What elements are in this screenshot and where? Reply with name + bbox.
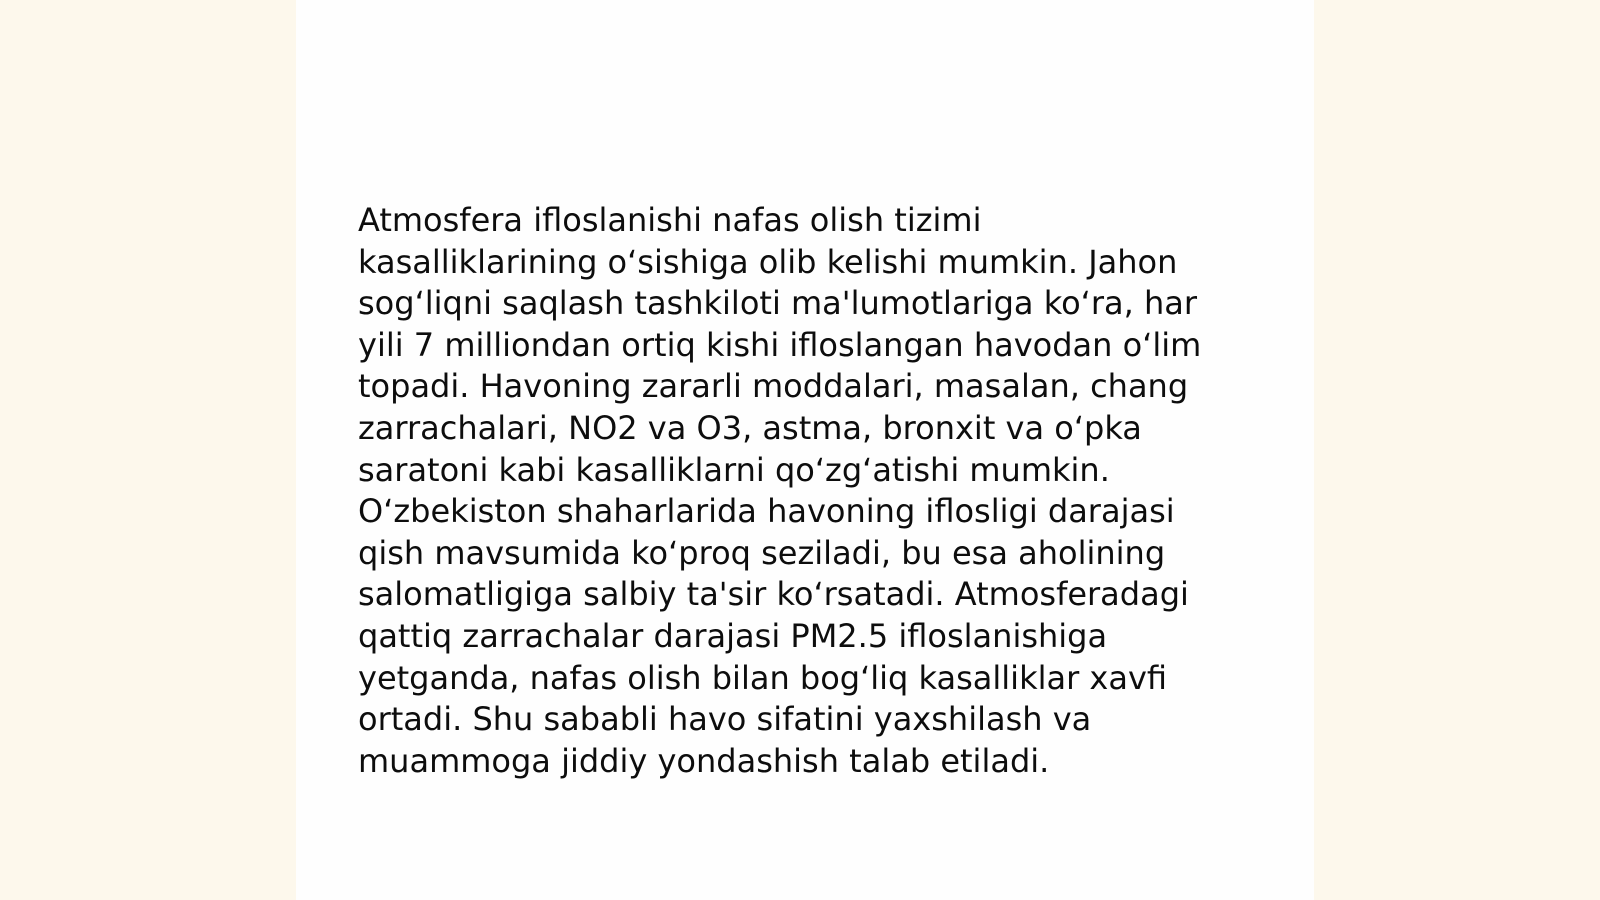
paragraph-line-12: yetganda, nafas olish bilan bog‘liq kasalliklar xavfi — [358, 658, 1168, 697]
paragraph-line-10: salomatligiga salbiy ta'sir ko‘rsatadi. Atmosferadagi — [358, 575, 1189, 614]
paragraph-line-4: yili 7 milliondan ortiq kishi ifloslangan havodan o‘lim — [358, 325, 1202, 364]
paragraph-line-11: qattiq zarrachalar darajasi PM2.5 ifloslanishiga — [358, 616, 1108, 655]
paragraph-line-8: O‘zbekiston shaharlarida havoning iflosligi darajasi — [358, 492, 1175, 531]
document-page — [296, 0, 1314, 900]
paragraph-line-3: sog‘liqni saqlash tashkiloti ma'lumotlariga ko‘ra, har — [358, 284, 1197, 323]
paragraph-line-5: topadi. Havoning zararli moddalari, masalan, chang — [358, 367, 1189, 406]
paragraph-line-6: zarrachalari, NO2 va O3, astma, bronxit va o‘pka — [358, 408, 1142, 447]
paragraph-line-13: ortadi. Shu sababli havo sifatini yaxshilash va — [358, 700, 1092, 739]
body-paragraph — [358, 200, 1258, 782]
paragraph-line-7: saratoni kabi kasalliklarni qo‘zg‘atishi mumkin. — [358, 450, 1110, 489]
paragraph-line-9: qish mavsumida ko‘proq seziladi, bu esa aholining — [358, 533, 1166, 572]
paragraph-line-2: kasalliklarining o‘sishiga olib kelishi mumkin. Jahon — [358, 242, 1178, 281]
paragraph-line-1: Atmosfera ifloslanishi nafas olish tizimi — [358, 201, 982, 239]
paragraph-line-14: muammoga jiddiy yondashish talab etiladi. — [358, 741, 1050, 780]
